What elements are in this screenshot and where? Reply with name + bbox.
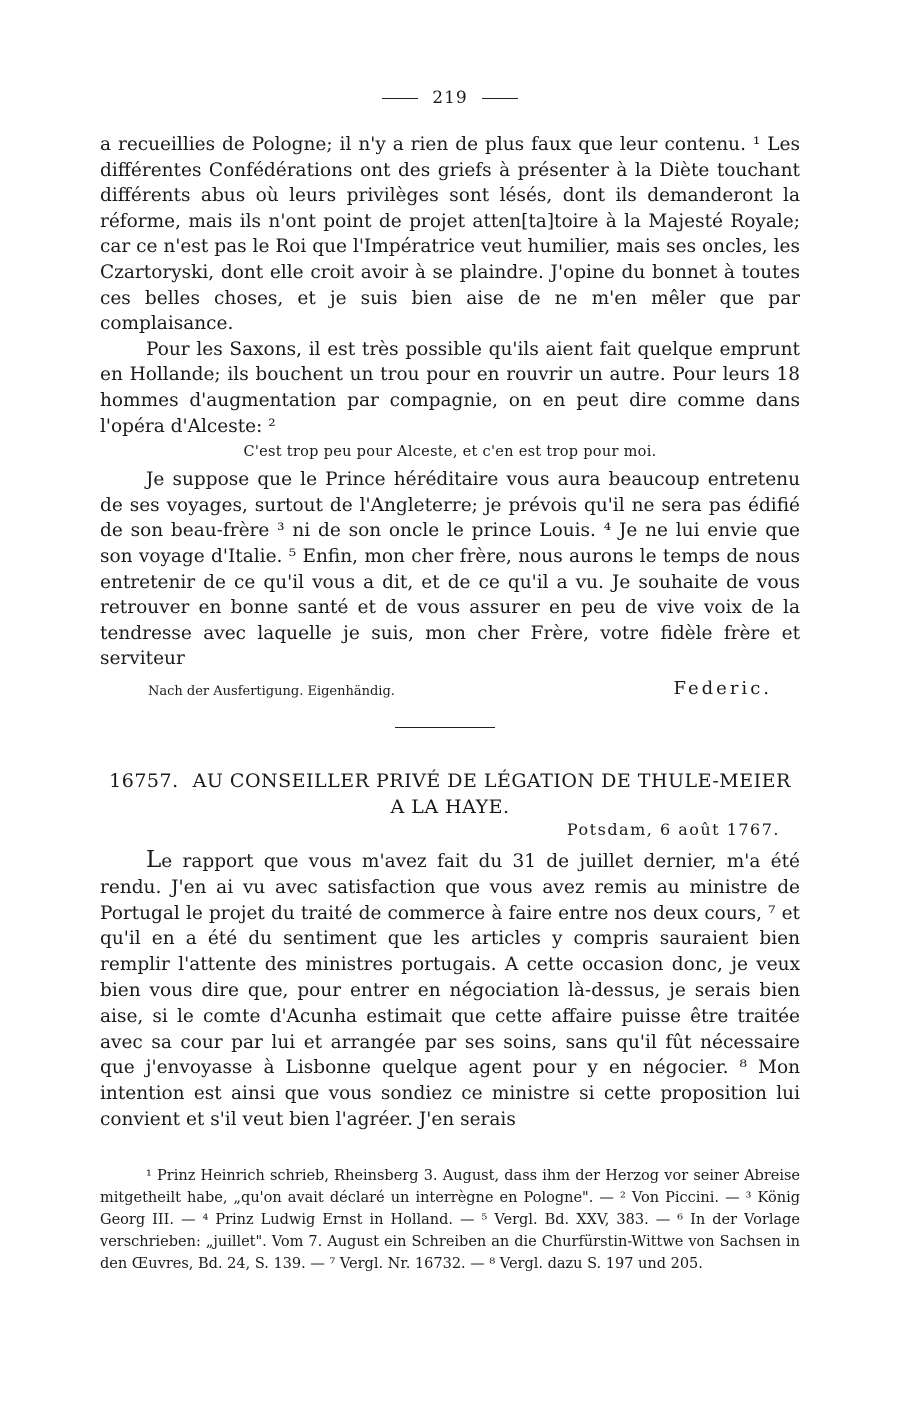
verse-quotation: C'est trop peu pour Alceste, et c'en est trop pour moi. [243, 444, 657, 461]
document-heading [100, 768, 800, 820]
drop-cap: L [146, 847, 162, 873]
signature-line [100, 678, 800, 704]
document-paragraph [100, 848, 800, 1133]
document-text: e rapport que vous m'avez fait du 31 de juillet dernier, m'a été rendu. J'en ai vu avec satisfaction que vous avez remis au ministre de Portugal le projet du traité de commerce à faire entre nos deux cours, ⁷ et qu'il en a été du sentiment que les articles y compris sauraient bien remplir l'attente des ministres portugais. A cette occasion donc, je veux bien vous dire que, pour entrer en négociation là-dessus, je serais bien aise, si le comte d'Acunha estimait que cette affaire puisse être traitée avec sa cour par lui et arrangée par ses soins, sans qu'il fût nécessaire que j'envoyasse à Lisbonne quelque agent pour y en négocier. ⁸ Mon intention est ainsi que vous sondiez ce ministre si cette proposition lui convient et s'il veut bien l'agréer. J'en serais [100, 851, 800, 1130]
dateline: Potsdam, 6 août 1767. [566, 820, 780, 839]
document-title: AU CONSEILLER PRIVÉ DE LÉGATION DE THULE-MEIER A LA HAYE. [192, 770, 791, 818]
letter-paragraph-3: Je suppose que le Prince héréditaire vous aura beaucoup entretenu de ses voyages, surtout de l'Angleterre; je prévois qu'il ne sera pas édifié de son beau-frère ³ ni de son oncle le prince Louis. ⁴ Je ne lui envie que son voyage d'Italie. ⁵ Enfin, mon cher frère, nous aurons le temps de nous entretenir de ce qu'il vous a dit, et de ce qu'il a vu. Je souhaite de vous retrouver en bonne santé et de vous assurer en peu de vive voix de la tendresse avec laquelle je suis, mon cher Frère, votre fidèle frère et serviteur [100, 469, 800, 670]
footnotes [100, 1165, 800, 1275]
source-note: Nach der Ausfertigung. Eigenhändig. [148, 684, 395, 699]
document-body [100, 848, 800, 1133]
signature: Federic. [673, 678, 772, 699]
header-rule-right [482, 98, 518, 99]
header-rule-left [382, 98, 418, 99]
letter-paragraph-1: a recueillies de Pologne; il n'y a rien de plus faux que leur contenu. ¹ Les différentes Confédérations ont des griefs à présenter à la Diète touchant différents abus où leurs privilèges sont lésés, dont ils demanderont la réforme, mais ils n'ont point de projet atten[ta]toire à la Majesté Royale; car ce n'est pas le Roi que l'Impératrice veut humilier, mais ses oncles, les Czartoryski, dont elle croit avoir à se plaindre. J'opine du bonnet à toutes ces belles choses, et je suis bien aise de ne m'en mêler que par complaisance. [100, 134, 800, 335]
letter-paragraph-2: Pour les Saxons, il est très possible qu'ils aient fait quelque emprunt en Hollande; ils bouchent un trou pour en rouvrir un autre. Pour leurs 18 hommes d'augmentation par compagnie, on en peut dire comme dans l'opéra d'Alceste: ² [100, 338, 800, 437]
page-number: 219 [432, 88, 468, 108]
running-header [100, 88, 800, 108]
footnote-text: ¹ Prinz Heinrich schrieb, Rheinsberg 3. August, dass ihm der Herzog vor seiner Abreise mitgetheilt habe, „qu'on avait déclaré un interrègne en Pologne". — ² Von Piccini. — ³ König Georg III. — ⁴ Prinz Ludwig Ernst in Holland. — ⁵ Vergl. Bd. XXV, 383. — ⁶ In der Vorlage verschrieben: „juillet". Vom 7. August ein Schreiben an die Churfürstin-Wittwe von Sachsen in den Œuvres, Bd. 24, S. 139. — ⁷ Vergl. Nr. 16732. — ⁸ Vergl. dazu S. 197 und 205. [100, 1168, 800, 1272]
document-number: 16757. [109, 770, 179, 792]
letter-body [100, 132, 800, 672]
section-divider [395, 727, 495, 728]
